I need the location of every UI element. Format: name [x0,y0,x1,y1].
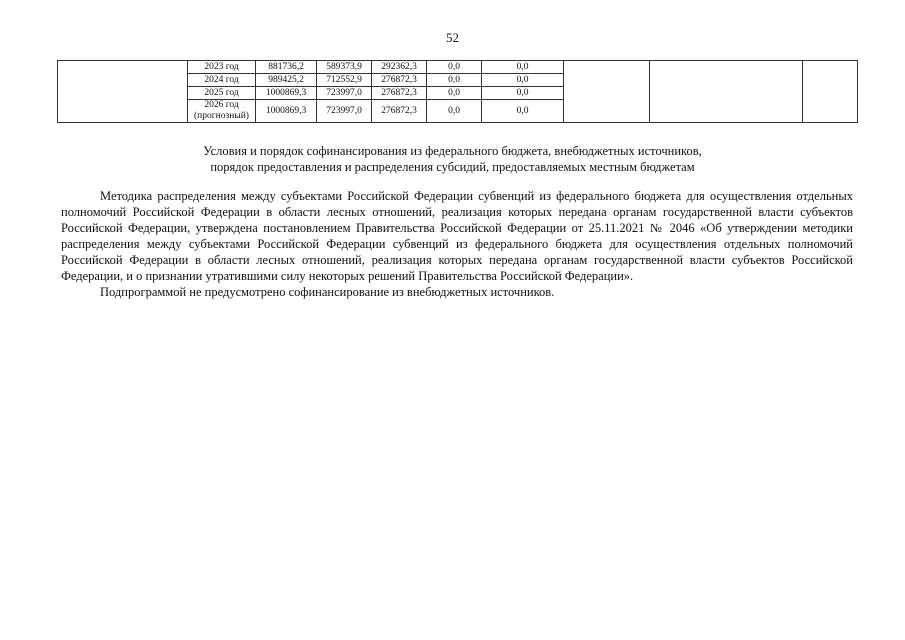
table-cell-year: 2024 год [188,74,256,87]
section-heading-line: Условия и порядок софинансирования из федерального бюджета, внебюджетных источников, [203,144,702,158]
table-cell-value: 0,0 [427,100,482,123]
table-cell-value: 723997,0 [317,100,372,123]
table-cell-year: 2026 год (прогнозный) [188,100,256,123]
section-heading-line: порядок предоставления и распределения субсидий, предоставляемых местным бюджетам [210,160,695,174]
table-cell-empty [803,61,858,123]
table-cell-value: 276872,3 [372,87,427,100]
budget-table [57,60,858,123]
cofinancing-paragraph: Подпрограммой не предусмотрено софинансирование из внебюджетных источников. [100,285,555,299]
page-number: 52 [446,30,459,45]
methodology-paragraph: Методика распределения между субъектами Российской Федерации субвенций из федерального бюджета для осуществления отдельных полномочий Российской Федерации в области лесных отношений, реализация которых передана органам государственной власти субъектов Российской Федерации, утверждена постановлением Правительства Российской Федерации от 25.11.2021 № 2046 «Об утверждении методики распределения между субъектами Российской Федерации субвенций из федерального бюджета для осуществления отдельных полномочий Российской Федерации в области лесных отношений, реализация которых передана органам государственной власти субъектов Российской Федерации, и о признании утратившими силу некоторых решений Правительства Российской Федерации». [61,189,853,283]
table-cell-value: 276872,3 [372,100,427,123]
section-body [61,188,853,300]
table-cell-value: 989425,2 [256,74,317,87]
table-cell-year: 2023 год [188,61,256,74]
table-cell-value: 0,0 [482,74,564,87]
table-cell-value: 0,0 [427,87,482,100]
section-heading [0,143,905,175]
table-cell-value: 0,0 [482,61,564,74]
table-cell-empty [564,61,650,123]
table-cell-value: 276872,3 [372,74,427,87]
table-cell-value: 0,0 [482,100,564,123]
table-cell-value: 292362,3 [372,61,427,74]
table-cell-empty [650,61,803,123]
table-cell-empty [58,61,188,123]
table-cell-value: 1000869,3 [256,100,317,123]
table-cell-value: 0,0 [482,87,564,100]
table-row [58,61,858,74]
table-cell-value: 0,0 [427,74,482,87]
table-cell-value: 712552,9 [317,74,372,87]
table-cell-value: 0,0 [427,61,482,74]
table-cell-value: 723997,0 [317,87,372,100]
table-cell-year: 2025 год [188,87,256,100]
table-cell-value: 1000869,3 [256,87,317,100]
table-cell-value: 589373,9 [317,61,372,74]
table-cell-value: 881736,2 [256,61,317,74]
